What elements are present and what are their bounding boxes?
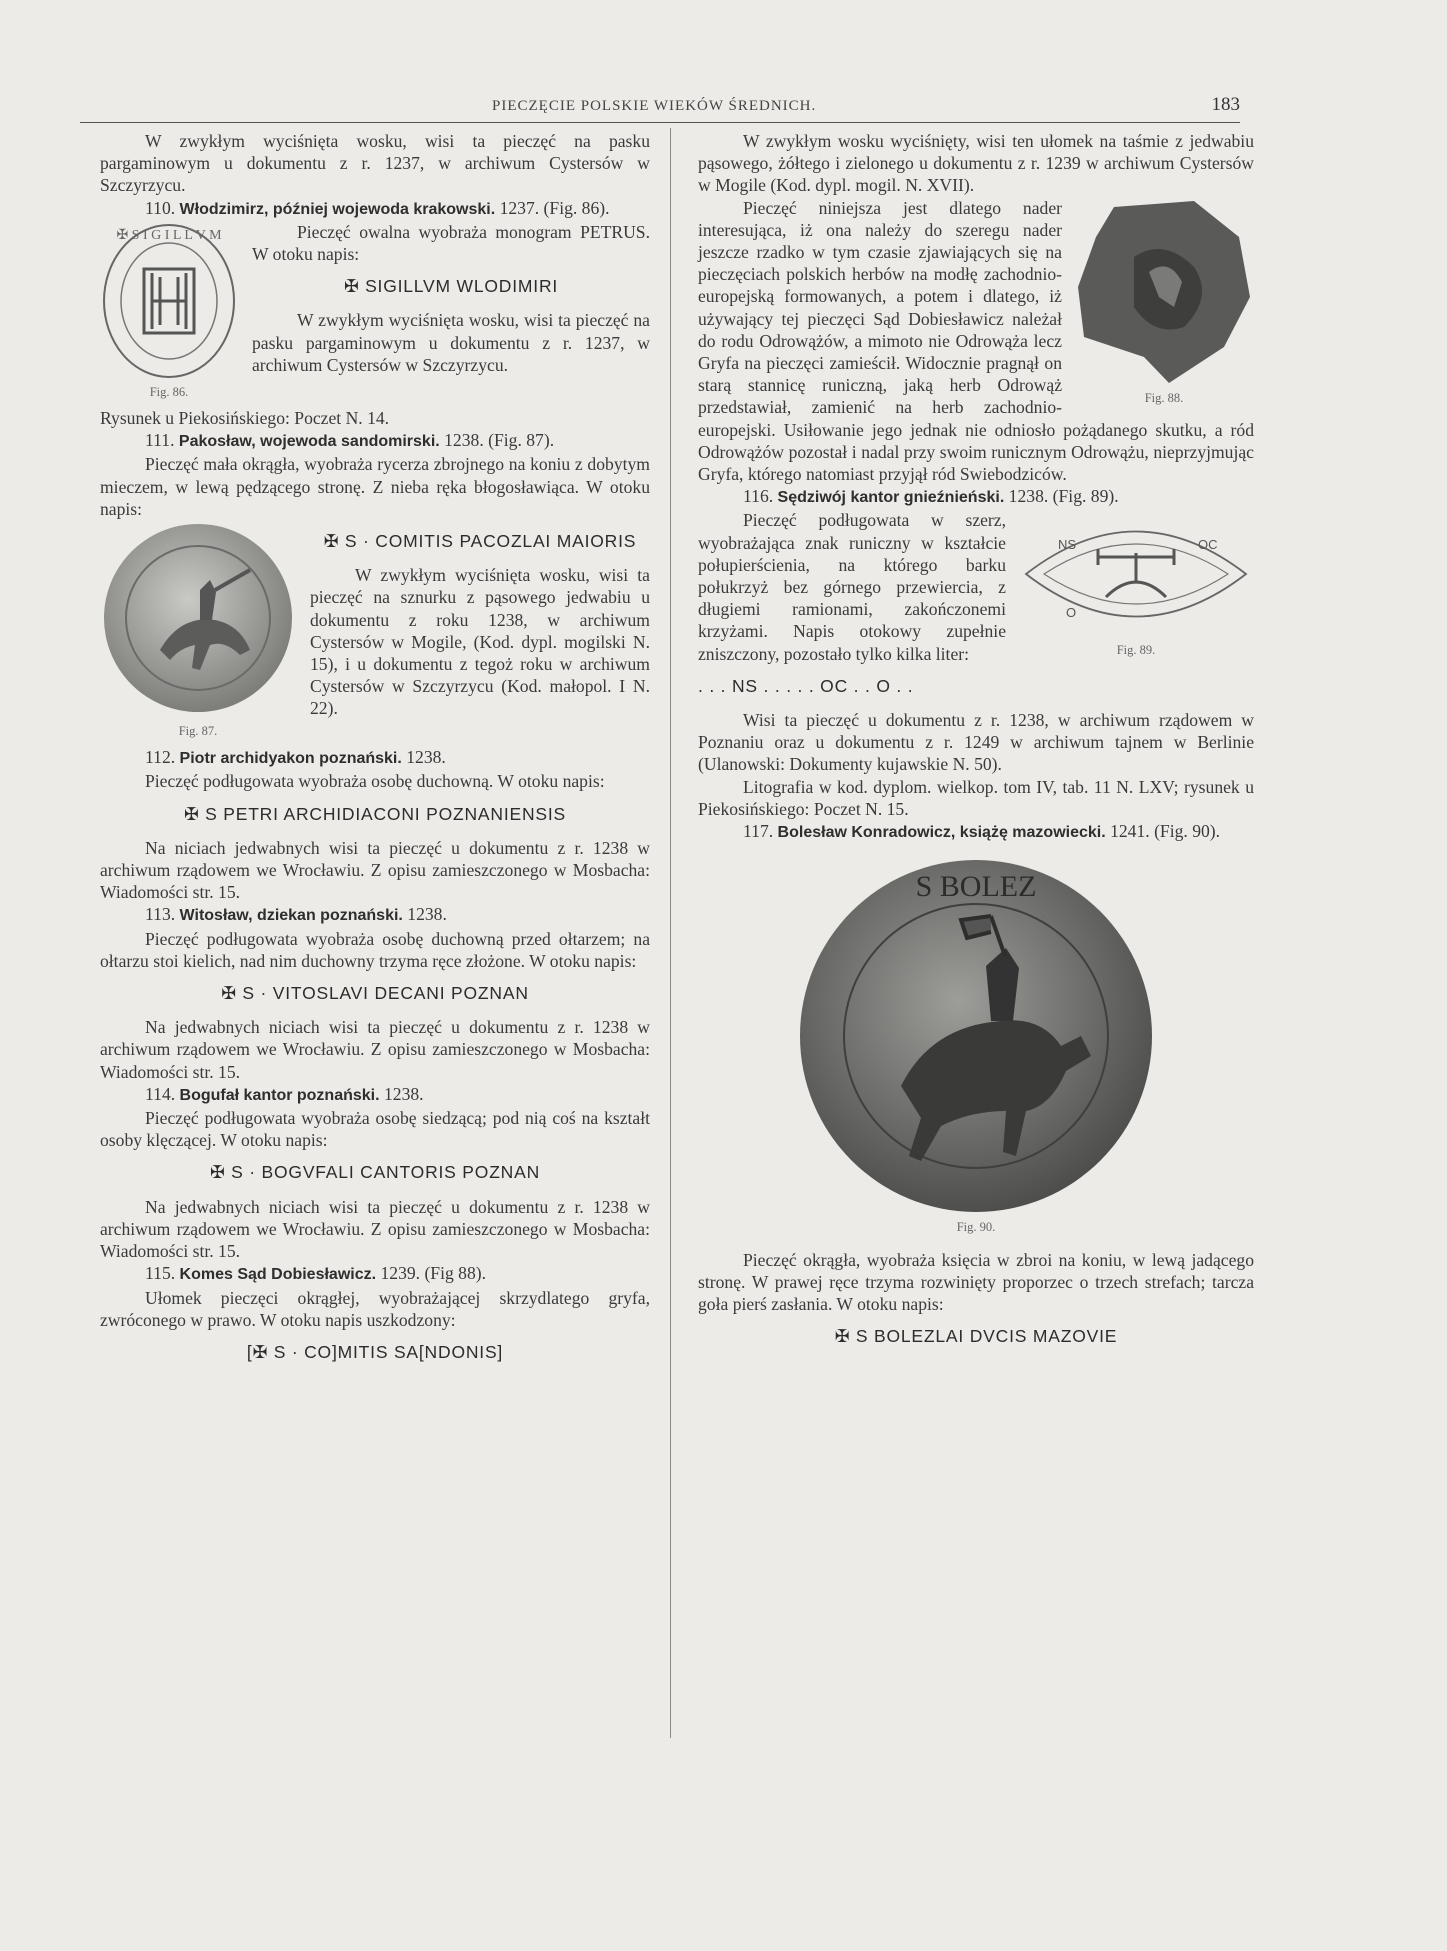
entry-note: Rysunek u Piekosińskiego: Poczet N. 14. <box>100 408 390 429</box>
entry-117-heading: 117. Bolesław Konradowicz, książę mazowiecki. 1241. (Fig. 90). <box>743 821 1221 842</box>
entry-110-heading: 110. Włodzimirz, później wojewoda krakowski. 1237. (Fig. 86). <box>145 197 610 218</box>
running-header <box>80 92 1240 123</box>
paragraph: W zwykłym wyciśnięta wosku, wisi ta pieczęć na pasku pargaminowym u dokumentu z r. 1237, w archiwum Cystersów w Szczyrzycu. <box>100 131 650 196</box>
figure-87 <box>100 520 296 742</box>
entry-name: Witosław, dziekan poznański. <box>179 907 403 925</box>
seal-legend: ✠ SIGILLVM WLODIMIRI <box>343 276 559 297</box>
page-number: 183 <box>1211 94 1240 115</box>
entry-description: Pieczęć podługowata wyobraża osobę siedzącą; pod nią coś na kształt osoby klęczącej. W otoku napis: <box>100 1108 650 1151</box>
entry-text: Na niciach jedwabnych wisi ta pieczęć u dokumentu z r. 1238 w archiwum rządowem we Wrocławiu. Z opisu zamieszczonego w Mosbacha: Wiadomości str. 15. <box>100 837 650 903</box>
seal-legend: . . . NS . . . . . OC . . O . . <box>698 675 914 696</box>
entry-112-heading: 112. Piotr archidyakon poznański. 1238. <box>145 747 446 768</box>
figure-caption: Fig. 87. <box>178 724 218 739</box>
seal-legend: ✠ S PETRI ARCHIDIACONI POZNANIENSIS <box>183 803 567 824</box>
seal-legend: ✠ S · COMITIS PACOZLAI MAIORIS <box>323 531 637 552</box>
column-divider <box>670 128 671 1738</box>
figure-89 <box>1018 509 1254 661</box>
seal-legend: [✠ S · CO]MITIS SA[NDONIS] <box>246 1341 504 1362</box>
figure-88 <box>1074 197 1254 409</box>
svg-text:✠ S I G I L L V M: ✠ S I G I L L V M <box>116 227 222 243</box>
entry-description: Pieczęć podługowata wyobraża osobę duchowną przed ołtarzem; na ołtarzu stoi kielich, nad nim duchowny trzyma ręce złożone. W otoku napis: <box>100 928 650 971</box>
seal-fragment-griffin-image <box>1074 197 1254 387</box>
entry-name: Komes Sąd Dobiesławicz. <box>179 1266 377 1284</box>
entry-116-heading: 116. Sędziwój kantor gnieźnieński. 1238. (Fig. 89). <box>743 486 1119 507</box>
running-title: PIECZĘCIE POLSKIE WIEKÓW ŚREDNICH. <box>492 98 817 114</box>
entry-description: Pieczęć okrągła, wyobraża księcia w zbroi na koniu, w lewą jadącego stronę. W prawej ręce trzyma rozwinięty proporzec o trzech strefach; tarcza goła pierś zasłania. W otoku napis: <box>698 1249 1254 1314</box>
entry-text: W zwykłym wyciśnięta wosku, wisi ta pieczęć na pasku pargaminowym u dokumentu z r. 1237, w archiwum Cystersów w Szczyrzycu. <box>252 310 650 375</box>
seal-legend: ✠ S · BOGVFALI CANTORIS POZNAN <box>209 1162 541 1183</box>
entry-description: Ułomek pieczęci okrągłej, wyobrażającej skrzydlatego gryfa, zwróconego w prawo. W otoku napis uszkodzony: <box>100 1287 650 1330</box>
oval-seal-image <box>100 221 238 381</box>
entry-113-heading: 113. Witosław, dziekan poznański. 1238. <box>145 904 447 925</box>
round-seal-duke-image <box>791 856 1161 1216</box>
entry-text: Na jedwabnych niciach wisi ta pieczęć u dokumentu z r. 1238 w archiwum rządowem we Wrocławiu. Z opisu zamieszczonego w Mosbacha: Wiadomości str. 15. <box>100 1017 650 1082</box>
entry-description: Pieczęć podługowata w szerz, wyobrażająca znak runiczny w kształcie połupierścienia, na którego barku połukrzyż bez górnego przewiercia, z długiemi ramionami, zakończonemi krzyżami. Napis otokowy zupełnie zniszczony, pozostało tylko kilka liter: <box>698 510 1006 664</box>
entry-text: Wisi ta pieczęć u dokumentu z r. 1238, w archiwum rządowem w Poznaniu oraz u dokumentu z r. 1249 w archiwum tajnem w Berlinie (Ulanowski: Dokumenty kujawskie N. 50). <box>698 710 1254 775</box>
entry-text: W zwykłym wyciśnięta wosku, wisi ta pieczęć na sznurku z pąsowego jedwabiu u dokumentu z roku 1238, w archiwum Cystersów w Mogile, (Kod. dypl. mogilski N. 15), i u dokumentu z tegoż roku w archiwum Cystersów w Szczyrzycu (Kod. małopol. I N. 22). <box>310 565 650 719</box>
paragraph: Pieczęć niniejsza jest dlatego nader interesująca, iż ona należy do szeregu nader jeszcze rzadko w tym czasie zjawiających się na pieczęciach polskich herbów na modłę zachodnio-europejską formowanych, a potem i dlatego, iż używający tej pieczęci Sąd Dobiesławicz należał do rodu Odrowążów, a mimoto nie Odrowąża lecz Gryfa na pieczęci zamieścił. Widocznie pragnął on starą stannicę runiczną, jaką herb Odrowąż przedstawiał, zamienić na herb zachodnio-europejski. Usiłowanie jego jednak nie odniosło pożądanego skutku, a ród Odrowążów pozostał i nadal przy swoim runicznym Odrowążu, nieprzyjmując Gryfa, którego natomiast przyjął ród Swiebodziców. <box>698 197 1254 485</box>
round-seal-knight-image <box>100 520 296 720</box>
figure-caption: Fig. 86. <box>149 384 189 399</box>
entry-description: Pieczęć podługowata wyobraża osobę duchowną. W otoku napis: <box>145 771 605 792</box>
oblong-seal-rune-image <box>1018 509 1254 639</box>
seal-legend: ✠ S BOLEZLAI DVCIS MAZOVIE <box>834 1326 1118 1347</box>
paragraph: W zwykłym wosku wyciśnięty, wisi ten ułomek na taśmie z jedwabiu pąsowego, żółtego i zielonego u dokumentu z r. 1239 w archiwum Cystersów w Mogile (Kod. dypl. mogil. N. XVII). <box>698 131 1254 196</box>
entry-111-heading: 111. Pakosław, wojewoda sandomirski. 1238. (Fig. 87). <box>145 430 555 451</box>
svg-text:OC: OC <box>1198 537 1218 553</box>
left-column <box>100 130 650 1375</box>
entry-name: Bogufał kantor poznański. <box>179 1086 380 1104</box>
entry-115-heading: 115. Komes Sąd Dobiesławicz. 1239. (Fig 88). <box>145 1263 487 1284</box>
entry-name: Sędziwój kantor gnieźnieński. <box>777 489 1005 507</box>
entry-description: Pieczęć mała okrągła, wyobraża rycerza zbrojnego na koniu z dobytym mieczem, w lewą pędzącego stronę. Z nieba ręka błogosławiąca. W otoku napis: <box>100 454 650 519</box>
svg-text:S BOLEZ: S BOLEZ <box>915 870 1037 904</box>
entry-name: Pakosław, wojewoda sandomirski. <box>178 433 440 451</box>
svg-text:O: O <box>1066 605 1077 621</box>
entry-name: Bolesław Konradowicz, książę mazowiecki. <box>777 824 1106 842</box>
figure-caption: Fig. 90. <box>956 1220 996 1235</box>
figure-90 <box>698 856 1254 1238</box>
figure-caption: Fig. 88. <box>1144 390 1184 405</box>
entry-name: Piotr archidyakon poznański. <box>179 750 402 768</box>
seal-legend: ✠ S · VITOSLAVI DECANI POZNAN <box>221 983 529 1004</box>
entry-description: Pieczęć owalna wyobraża monogram PETRUS. W otoku napis: <box>252 221 650 265</box>
entry-note: Litografia w kod. dyplom. wielkop. tom IV, tab. 11 N. LXV; rysunek u Piekosińskiego: Poczet N. 15. <box>698 776 1254 819</box>
entry-name: Włodzimirz, później wojewoda krakowski. <box>179 200 496 218</box>
entry-114-heading: 114. Bogufał kantor poznański. 1238. <box>145 1083 424 1104</box>
right-column <box>698 130 1254 1359</box>
figure-caption: Fig. 89. <box>1116 643 1156 658</box>
entry-text: Na jedwabnych niciach wisi ta pieczęć u dokumentu z r. 1238 w archiwum rządowem we Wrocławiu. Z opisu zamieszczonego w Mosbacha: Wiadomości str. 15. <box>100 1196 650 1262</box>
figure-86 <box>100 221 238 403</box>
svg-text:NS: NS <box>1058 537 1077 553</box>
